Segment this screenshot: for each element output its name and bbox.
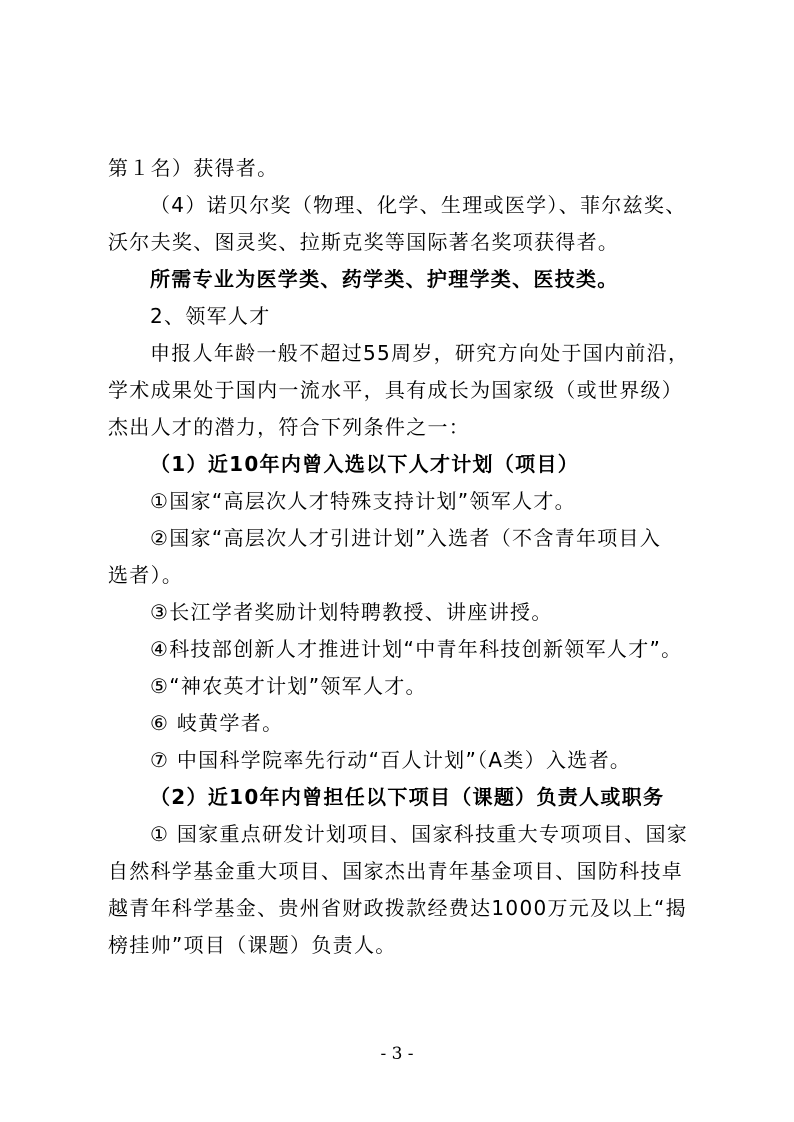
text-line: 第１名）获得者。 <box>108 156 279 180</box>
text-line: 学术成果处于国内一流水平，具有成长为国家级（或世界级） <box>108 378 684 402</box>
bold-statement: 所需专业为医学类、药学类、护理学类、医技类。 <box>150 267 619 291</box>
subsection-heading: （1）近10年内曾入选以下人才计划（项目） <box>150 452 580 476</box>
text-line: 沃尔夫奖、图灵奖、拉斯克奖等国际著名奖项获得者。 <box>108 230 620 254</box>
subsection-heading: （2）近10年内曾担任以下项目（课题）负责人或职务 <box>150 785 665 809</box>
list-item: ① 国家重点研发计划项目、国家科技重大专项项目、国家 <box>150 822 689 846</box>
list-item: ①国家“高层次人才特殊支持计划”领军人才。 <box>150 489 576 513</box>
list-item: ②国家“高层次人才引进计划”入选者（不含青年项目入 <box>150 526 662 550</box>
text-line: 榜挂帅”项目（课题）负责人。 <box>108 933 397 957</box>
list-item: ⑤“神农英才计划”领军人才。 <box>150 674 427 698</box>
section-heading: 2、领军人才 <box>150 304 271 328</box>
list-item: ④科技部创新人才推进计划“中青年科技创新领军人才”。 <box>150 637 683 661</box>
list-item: ⑦ 中国科学院率先行动“百人计划”（A类）入选者。 <box>150 748 632 772</box>
text-line: 选者）。 <box>108 563 184 587</box>
text-line: 越青年科学基金、贵州省财政拨款经费达1000万元及以上“揭 <box>108 896 687 920</box>
list-item: ⑥ 岐黄学者。 <box>150 711 284 735</box>
list-item: ③长江学者奖励计划特聘教授、讲座讲授。 <box>150 600 553 624</box>
page-number: - 3 - <box>380 1044 414 1064</box>
text-line: 杰出人才的潜力，符合下列条件之一： <box>108 415 471 439</box>
text-line: 申报人年龄一般不超过55周岁，研究方向处于国内前沿， <box>150 341 690 365</box>
text-line: 自然科学基金重大项目、国家杰出青年基金项目、国防科技卓 <box>108 859 684 883</box>
text-line: （4）诺贝尔奖（物理、化学、生理或医学）、菲尔兹奖、 <box>150 193 687 217</box>
